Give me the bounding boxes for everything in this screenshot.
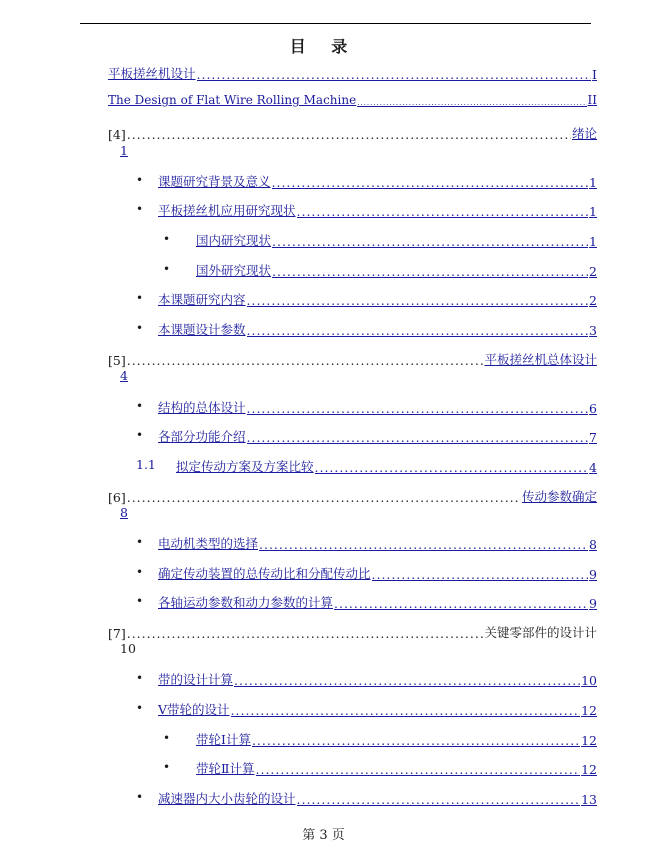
bullet: • bbox=[163, 262, 171, 276]
dot-leader bbox=[127, 353, 484, 368]
toc-entry[interactable] bbox=[158, 172, 597, 190]
toc-entry[interactable] bbox=[196, 730, 597, 748]
toc-entry-text: 电动机类型的选择 bbox=[158, 536, 259, 551]
toc-entry-page[interactable]: 8 bbox=[120, 505, 128, 520]
toc-entry-text: 结构的总体设计 bbox=[158, 400, 246, 415]
bullet: • bbox=[136, 291, 144, 305]
bullet: • bbox=[163, 731, 171, 745]
dot-leader bbox=[272, 234, 588, 249]
toc-entry-page: 12 bbox=[581, 733, 597, 748]
toc-entry-page: 13 bbox=[581, 792, 597, 807]
toc-entry-ref: [6] bbox=[108, 490, 126, 505]
toc-entry-heading: 绪论 bbox=[571, 126, 597, 141]
toc-entry-page[interactable]: 1 bbox=[120, 143, 128, 158]
toc-entry[interactable] bbox=[158, 564, 597, 582]
bullet: • bbox=[163, 760, 171, 774]
toc-entry[interactable] bbox=[196, 231, 597, 249]
toc-entry-text: 带轮Ⅱ计算 bbox=[196, 761, 255, 776]
toc-entry-text: 带的设计计算 bbox=[158, 672, 234, 687]
toc-entry-page[interactable]: 10 bbox=[120, 641, 136, 656]
toc-entry[interactable] bbox=[158, 398, 597, 416]
toc-entry-page: 1 bbox=[589, 204, 597, 219]
dot-leader bbox=[127, 626, 484, 641]
toc-entry-text: V带轮的设计 bbox=[158, 702, 230, 717]
dot-leader bbox=[256, 762, 581, 777]
toc-entry-page: 9 bbox=[589, 596, 597, 611]
bullet: • bbox=[136, 565, 144, 579]
dot-leader bbox=[234, 673, 580, 688]
toc-entry-page: 8 bbox=[589, 537, 597, 552]
dot-leader bbox=[297, 792, 581, 807]
toc-entry[interactable] bbox=[158, 290, 597, 308]
bullet: • bbox=[136, 399, 144, 413]
toc-entry-text: 国外研究现状 bbox=[196, 263, 272, 278]
toc-entry-text: 平板搓丝机应用研究现状 bbox=[158, 203, 296, 218]
dot-leader bbox=[247, 293, 589, 308]
toc-entry-page: 12 bbox=[581, 762, 597, 777]
toc-title: 目 录 bbox=[289, 37, 358, 56]
toc-entry-text: 拟定传动方案及方案比较 bbox=[176, 459, 314, 474]
dot-leader bbox=[357, 99, 586, 107]
toc-entry[interactable] bbox=[158, 593, 597, 611]
header-rule bbox=[80, 23, 591, 24]
toc-entry-text: 带轮Ⅰ计算 bbox=[196, 732, 251, 747]
toc-entry-page: 12 bbox=[581, 703, 597, 718]
dot-leader bbox=[231, 703, 581, 718]
toc-entry-page: 2 bbox=[589, 264, 597, 279]
toc-entry[interactable] bbox=[158, 700, 597, 718]
dot-leader bbox=[372, 567, 589, 582]
toc-entry-text: 平板搓丝机设计 bbox=[108, 66, 196, 81]
toc-entry[interactable] bbox=[196, 261, 597, 279]
dot-leader bbox=[127, 490, 521, 505]
toc-entry-text: 本课题设计参数 bbox=[158, 322, 246, 337]
toc-entry-page: 2 bbox=[589, 293, 597, 308]
toc-entry-text: 各部分功能介绍 bbox=[158, 429, 246, 444]
toc-entry-page: I bbox=[592, 67, 597, 82]
dot-leader bbox=[272, 175, 589, 190]
dot-leader bbox=[247, 401, 589, 416]
toc-entry-page: 10 bbox=[581, 673, 597, 688]
section-number: 1.1 bbox=[136, 457, 156, 472]
bullet: • bbox=[136, 428, 144, 442]
toc-entry-ref: [7] bbox=[108, 626, 126, 641]
toc-entry[interactable] bbox=[158, 427, 597, 445]
toc-entry[interactable] bbox=[158, 320, 597, 338]
toc-entry-heading: 关键零部件的设计计 bbox=[484, 625, 597, 640]
dot-leader bbox=[334, 596, 588, 611]
dot-leader bbox=[197, 67, 592, 82]
toc-entry[interactable] bbox=[158, 534, 597, 552]
dot-leader bbox=[315, 460, 589, 475]
bullet: • bbox=[163, 232, 171, 246]
page-footer: 第 3 页 bbox=[302, 828, 345, 843]
toc-entry-text: 本课题研究内容 bbox=[158, 292, 246, 307]
toc-entry-text: 课题研究背景及意义 bbox=[158, 174, 271, 189]
toc-entry-text: 减速器内大小齿轮的设计 bbox=[158, 791, 296, 806]
bullet: • bbox=[136, 173, 144, 187]
bullet: • bbox=[136, 594, 144, 608]
toc-entry-page: 1 bbox=[589, 234, 597, 249]
bullet: • bbox=[136, 790, 144, 804]
toc-entry[interactable] bbox=[108, 64, 597, 82]
toc-entry[interactable] bbox=[158, 789, 597, 807]
toc-entry-page: 4 bbox=[589, 460, 597, 475]
dot-leader bbox=[259, 537, 588, 552]
dot-leader bbox=[252, 733, 580, 748]
toc-entry[interactable] bbox=[158, 201, 597, 219]
toc-entry-page: 9 bbox=[589, 567, 597, 582]
toc-entry-heading: 平板搓丝机总体设计 bbox=[484, 352, 597, 367]
toc-entry-page: 3 bbox=[589, 323, 597, 338]
dot-leader bbox=[297, 204, 589, 219]
toc-entry[interactable] bbox=[108, 623, 597, 641]
bullet: • bbox=[136, 321, 144, 335]
toc-entry-page: 7 bbox=[589, 430, 597, 445]
dot-leader bbox=[247, 430, 589, 445]
toc-entry[interactable] bbox=[108, 124, 597, 142]
bullet: • bbox=[136, 701, 144, 715]
dot-leader bbox=[127, 127, 571, 142]
toc-entry-text: 确定传动装置的总传动比和分配传动比 bbox=[158, 566, 371, 581]
toc-entry-page: 6 bbox=[589, 401, 597, 416]
dot-leader bbox=[247, 323, 589, 338]
toc-entry-page: 1 bbox=[589, 175, 597, 190]
dot-leader bbox=[272, 264, 588, 279]
toc-entry-text: 各轴运动参数和动力参数的计算 bbox=[158, 595, 334, 610]
toc-entry[interactable] bbox=[158, 670, 597, 688]
bullet: • bbox=[136, 202, 144, 216]
toc-entry[interactable] bbox=[176, 457, 597, 475]
toc-entry-heading: 传动参数确定 bbox=[521, 489, 597, 504]
toc-entry[interactable] bbox=[108, 487, 597, 505]
toc-entry-ref: [4] bbox=[108, 127, 126, 142]
bullet: • bbox=[136, 535, 144, 549]
toc-entry-ref: [5] bbox=[108, 353, 126, 368]
toc-entry-page[interactable]: 4 bbox=[120, 368, 128, 383]
toc-entry-text: The Design of Flat Wire Rolling Machine bbox=[108, 93, 357, 107]
toc-entry-page: II bbox=[587, 93, 597, 107]
toc-entry-text: 国内研究现状 bbox=[196, 233, 272, 248]
bullet: • bbox=[136, 671, 144, 685]
toc-entry[interactable] bbox=[108, 93, 597, 107]
toc-entry[interactable] bbox=[196, 759, 597, 777]
toc-entry[interactable] bbox=[108, 350, 597, 368]
